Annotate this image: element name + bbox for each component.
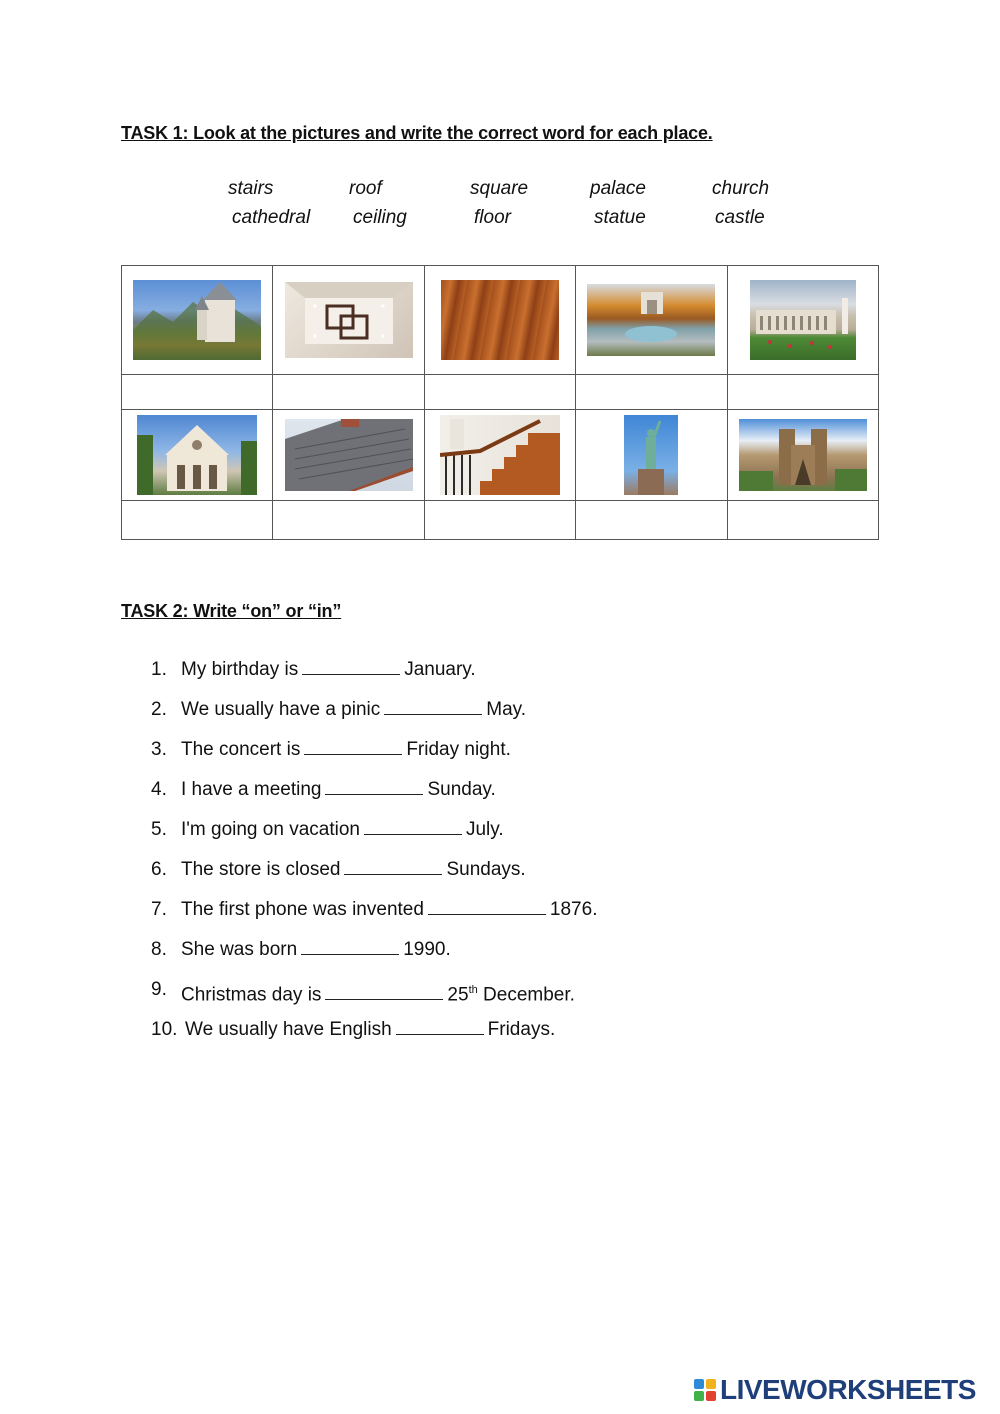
picture-row: [122, 266, 879, 375]
word-bank: [0, 178, 1000, 236]
question-text: [181, 890, 597, 930]
question-after-number: 25: [447, 984, 469, 1006]
question-number: 9.: [151, 979, 167, 1000]
question-number: 6.: [151, 859, 167, 880]
answer-blank[interactable]: [396, 1012, 484, 1035]
answer-blank[interactable]: [325, 977, 443, 1000]
question-text: [181, 930, 451, 970]
question-after: Friday night.: [406, 739, 511, 760]
question-number: 7.: [151, 899, 167, 920]
question-after: July.: [465, 819, 504, 840]
task1-title: TASK 1: Look at the pictures and write the correct word for each place.: [121, 123, 713, 143]
liveworksheets-logo-text: LIVEWORKSHEETS: [720, 1374, 976, 1405]
picture-table: [121, 265, 879, 540]
question-text: [181, 850, 526, 890]
picture-row: [122, 410, 879, 501]
picture-cell: [727, 410, 878, 501]
question-after: Fridays.: [487, 1019, 556, 1040]
square-photo: [587, 284, 715, 356]
word-bank-word: stairs: [228, 178, 274, 199]
picture-cell: [273, 266, 424, 375]
answer-blank[interactable]: [364, 812, 462, 835]
picture-cell: [273, 410, 424, 501]
cathedral-photo: [739, 419, 867, 491]
answer-cell[interactable]: [727, 501, 878, 540]
word-bank-word: roof: [349, 178, 382, 199]
question-number: 2.: [151, 699, 167, 720]
answer-cell[interactable]: [576, 501, 727, 540]
question-text: [185, 1010, 555, 1050]
task2-title: TASK 2: Write “on” or “in”: [121, 601, 342, 621]
word-bank-row-2: [0, 207, 1000, 236]
question-after: 1990.: [403, 939, 451, 960]
question-before: The concert is: [181, 739, 301, 760]
question-number: 8.: [151, 939, 167, 960]
liveworksheets-logo-icon: [694, 1379, 716, 1401]
picture-cell: [122, 266, 273, 375]
question-number: 5.: [151, 819, 167, 840]
answer-blank[interactable]: [301, 932, 399, 955]
ordinal-suffix: th: [468, 984, 478, 996]
word-bank-word: castle: [715, 207, 765, 228]
answer-cell[interactable]: [273, 501, 424, 540]
picture-cell: [576, 266, 727, 375]
question-number: 1.: [151, 659, 167, 680]
answer-blank[interactable]: [302, 652, 400, 675]
answer-blank[interactable]: [325, 772, 423, 795]
question-before: I'm going on vacation: [181, 819, 360, 840]
question-text: [181, 770, 496, 810]
question-after: Sundays.: [446, 859, 526, 880]
question-before: Christmas day is: [181, 984, 322, 1006]
word-bank-word: cathedral: [232, 207, 311, 228]
question-text: [181, 810, 504, 850]
palace-photo: [750, 280, 856, 360]
answer-cell[interactable]: [424, 501, 575, 540]
roof-photo: [285, 419, 413, 491]
question-text: [181, 690, 526, 730]
question-before: We usually have a pinic: [181, 699, 381, 720]
church-photo: [137, 415, 257, 495]
picture-cell: [576, 410, 727, 501]
word-bank-row-1: [0, 178, 1000, 207]
answer-cell[interactable]: [122, 375, 273, 410]
question-text: [181, 730, 511, 770]
question-text: [181, 650, 476, 690]
question-after: 1876.: [549, 899, 598, 920]
castle-photo: [133, 280, 261, 360]
question-number: 3.: [151, 739, 167, 760]
answer-cell[interactable]: [424, 375, 575, 410]
question-before: I have a meeting: [181, 779, 322, 800]
picture-cell: [727, 266, 878, 375]
question-before: We usually have English: [185, 1019, 392, 1040]
word-bank-word: ceiling: [353, 207, 407, 228]
answer-row: [122, 501, 879, 540]
question-number: 10.: [151, 1019, 178, 1040]
liveworksheets-logo: [694, 1376, 976, 1404]
question-text: [181, 970, 575, 1015]
answer-cell[interactable]: [273, 375, 424, 410]
answer-row: [122, 375, 879, 410]
picture-cell: [424, 410, 575, 501]
question-before: She was born: [181, 939, 298, 960]
picture-cell: [424, 266, 575, 375]
question-before: The store is closed: [181, 859, 341, 880]
answer-cell[interactable]: [122, 501, 273, 540]
question-number: 4.: [151, 779, 167, 800]
answer-blank[interactable]: [304, 732, 402, 755]
answer-cell[interactable]: [576, 375, 727, 410]
floor-photo: [441, 280, 559, 360]
question-after: Sunday.: [427, 779, 496, 800]
word-bank-word: floor: [474, 207, 511, 228]
word-bank-word: church: [712, 178, 770, 199]
question-after: December.: [483, 984, 575, 1006]
word-bank-word: palace: [590, 178, 646, 199]
question-after: January.: [404, 659, 476, 680]
picture-cell: [122, 410, 273, 501]
stairs-photo: [440, 415, 560, 495]
answer-blank[interactable]: [384, 692, 482, 715]
word-bank-word: statue: [594, 207, 646, 228]
question-after: May.: [486, 699, 527, 720]
answer-cell[interactable]: [727, 375, 878, 410]
statue-photo: [624, 415, 678, 495]
question-before: The first phone was invented: [181, 899, 424, 920]
ceiling-photo: [285, 282, 413, 358]
question-before: My birthday is: [181, 659, 299, 680]
answer-blank[interactable]: [428, 892, 546, 915]
answer-blank[interactable]: [344, 852, 442, 875]
word-bank-word: square: [470, 178, 529, 199]
